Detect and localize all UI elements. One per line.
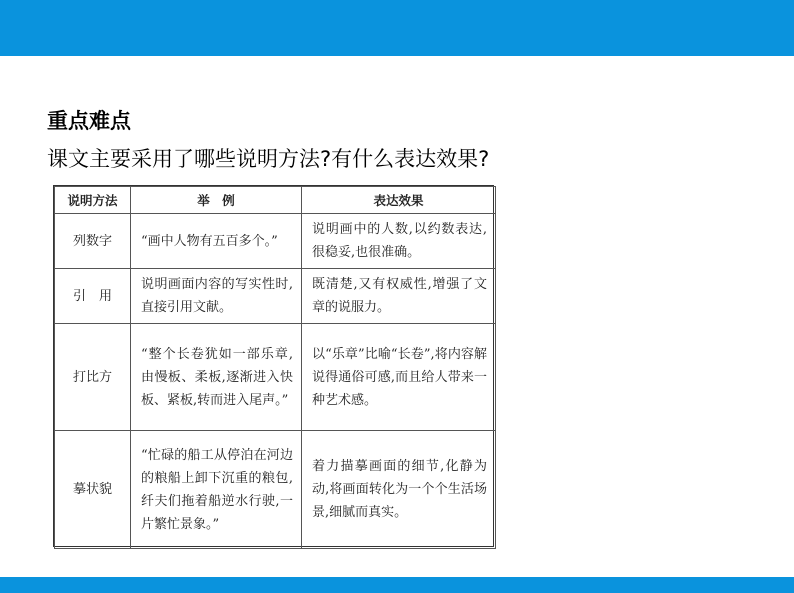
header-method: 说明方法: [55, 187, 131, 214]
explanation-methods-table-frame: [53, 185, 494, 547]
cell-example: “整个长卷犹如一部乐章,由慢板、柔板,逐渐进入快板、紧板,转而进入尾声。”: [131, 324, 302, 431]
table-row: [55, 431, 496, 549]
header-effect: 表达效果: [302, 187, 496, 214]
cell-example: “忙碌的船工从停泊在河边的粮船上卸下沉重的粮包,纤夫们拖着船逆水行驶,一片繁忙景象。”: [131, 431, 302, 549]
question-text: 课文主要采用了哪些说明方法?有什么表达效果?: [47, 147, 490, 171]
table-row: [55, 324, 496, 431]
cell-effect: 以“乐章”比喻“长卷”,将内容解说得通俗可感,而且给人带来一种艺术感。: [302, 324, 496, 431]
bottom-banner-bar: [0, 577, 794, 593]
explanation-methods-table: [54, 186, 496, 549]
top-banner-bar: [0, 0, 794, 56]
section-heading: 重点难点: [47, 109, 131, 133]
cell-effect: 说明画中的人数,以约数表达,很稳妥,也很准确。: [302, 214, 496, 269]
header-example: 举 例: [131, 187, 302, 214]
cell-method: 摹状貌: [55, 431, 131, 549]
cell-example: 说明画面内容的写实性时,直接引用文献。: [131, 269, 302, 324]
cell-method: 打比方: [55, 324, 131, 431]
cell-effect: 着力描摹画面的细节,化静为动,将画面转化为一个个生活场景,细腻而真实。: [302, 431, 496, 549]
cell-method: 引 用: [55, 269, 131, 324]
cell-method: 列数字: [55, 214, 131, 269]
table-header-row: [55, 187, 496, 214]
table-row: [55, 214, 496, 269]
table-row: [55, 269, 496, 324]
cell-effect: 既清楚,又有权威性,增强了文章的说服力。: [302, 269, 496, 324]
cell-example: “画中人物有五百多个。”: [131, 214, 302, 269]
